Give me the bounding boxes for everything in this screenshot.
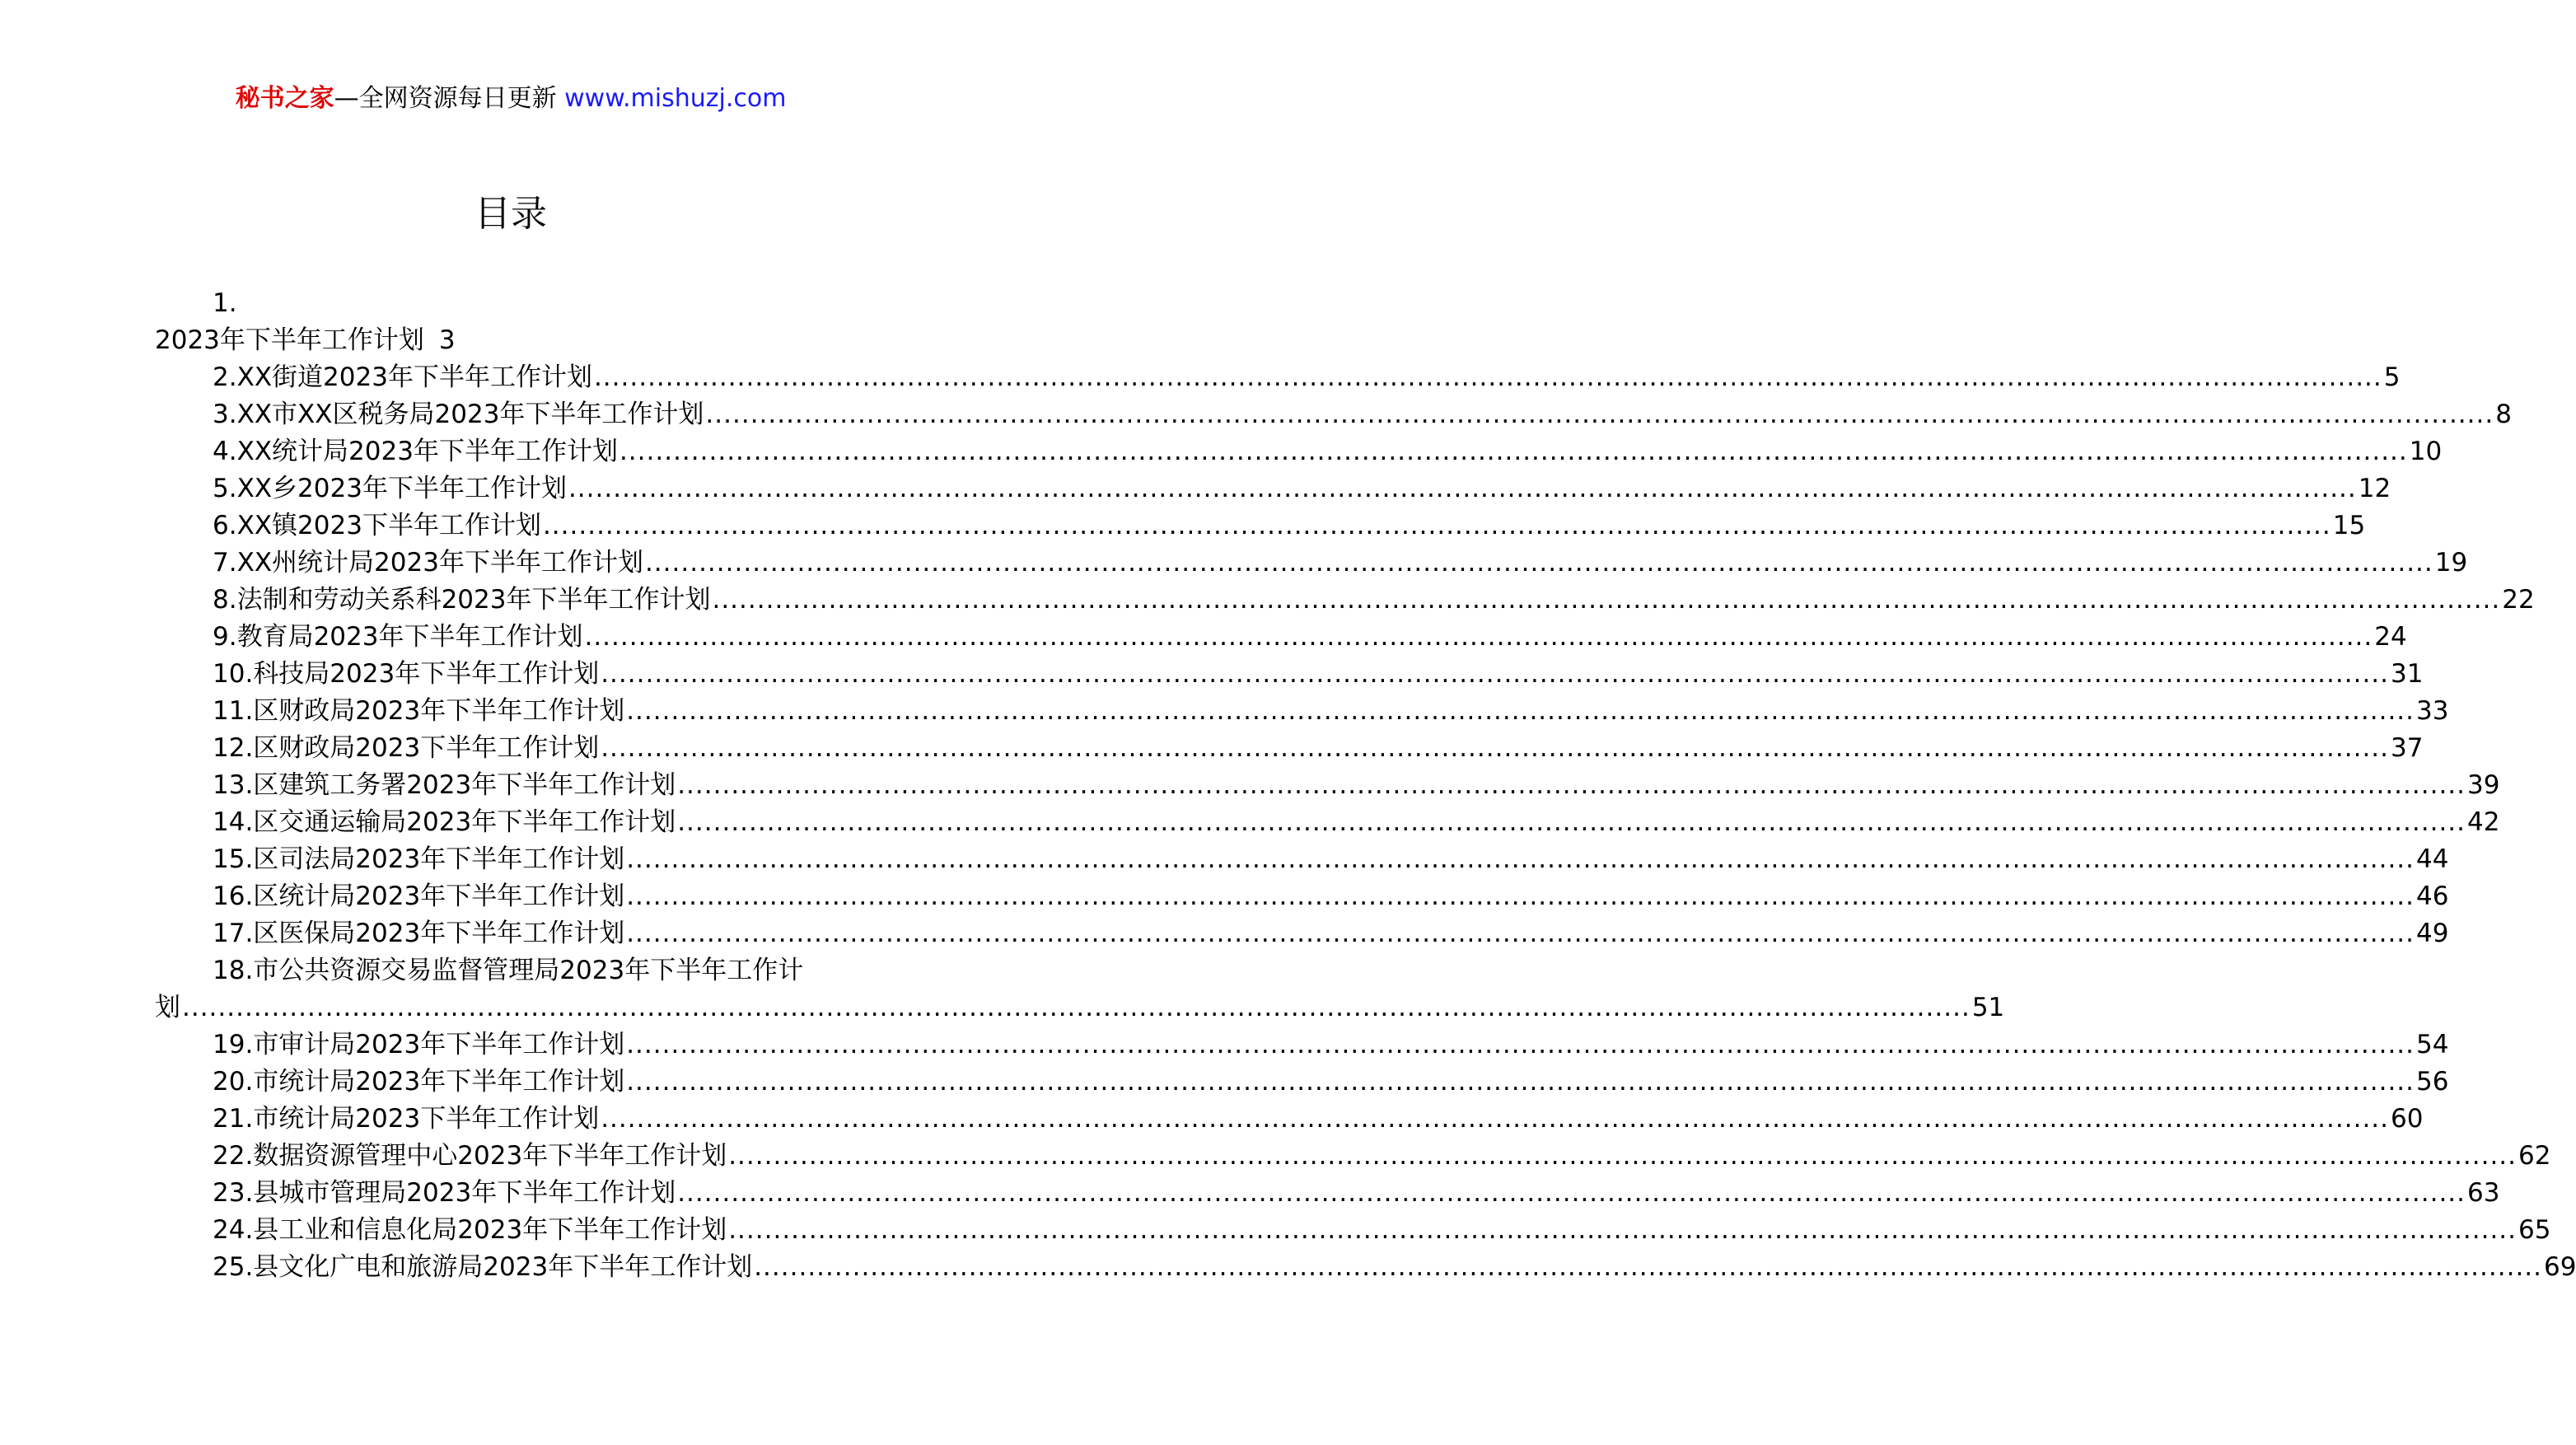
- toc-item[interactable]: [213, 433, 2443, 470]
- toc-item[interactable]: [213, 582, 2535, 619]
- toc-item-page: 42: [2467, 807, 2500, 837]
- toc-item[interactable]: [213, 878, 2449, 915]
- toc-item[interactable]: [213, 656, 2424, 693]
- toc-leader-dots: ........................................................................................................................................................................................................: [728, 1215, 2518, 1245]
- toc-leader-dots: ........................................................................................................................................................................................................: [601, 659, 2390, 689]
- toc-item-page: 54: [2416, 1030, 2449, 1059]
- toc-item-label: 6.XX镇2023下半年工作计划: [213, 511, 541, 540]
- toc-leader-dots: ........................................................................................................................................................................................................: [542, 511, 2331, 540]
- toc-leader-dots: ........................................................................................................................................................................................................: [626, 1067, 2415, 1097]
- toc-leader-dots: ........................................................................................................................................................................................................: [677, 770, 2466, 800]
- toc-item[interactable]: [213, 396, 2512, 433]
- toc-item-18-line1[interactable]: [213, 952, 863, 989]
- toc-leader-dots: ........................................................................................................................................................................................................: [626, 919, 2415, 948]
- toc-item[interactable]: [213, 804, 2500, 841]
- toc-item-label: 7.XX州统计局2023年下半年工作计划: [213, 548, 643, 578]
- toc-item[interactable]: [213, 1212, 2551, 1249]
- toc-item-page: 31: [2391, 659, 2424, 689]
- brand-name: 秘书之家: [235, 84, 334, 113]
- toc-leader-dots: ........................................................................................................................................................................................................: [626, 881, 2415, 911]
- toc-item-page: 15: [2332, 511, 2366, 540]
- toc-leader-dots: ........................................................................................................................................................................................................: [626, 696, 2415, 726]
- toc-item-page: 60: [2391, 1104, 2424, 1134]
- toc-leader-dots: ........................................................................................................................................................................................................: [593, 362, 2382, 392]
- toc-leader-dots: ........................................................................................................................................................................................................: [601, 1104, 2390, 1134]
- toc-leader-dots: ........................................................................................................................................................................................................: [644, 548, 2433, 578]
- table-of-contents: [0, 285, 2576, 1286]
- toc-leader-dots: ........................................................................................................................................................................................................: [626, 1030, 2415, 1059]
- toc-list-a: [0, 359, 2535, 952]
- toc-item-page: 19: [2434, 548, 2468, 578]
- toc-item-label: 19.市审计局2023年下半年工作计划: [213, 1030, 625, 1059]
- toc-leader-dots: ........................................................................................................................................................................................................: [728, 1141, 2518, 1171]
- toc-leader-dots: ........................................................................................................................................................................................................: [677, 1178, 2466, 1208]
- toc-item-label: 划: [155, 993, 180, 1022]
- toc-item[interactable]: [213, 1101, 2424, 1138]
- toc-item-page: 56: [2416, 1067, 2449, 1097]
- toc-leader-dots: ........................................................................................................................................................................................................: [754, 1252, 2543, 1282]
- toc-leader-dots: ........................................................................................................................................................................................................: [601, 733, 2390, 763]
- toc-item-label: 21.市统计局2023下半年工作计划: [213, 1104, 600, 1134]
- toc-item-page: 44: [2416, 844, 2449, 874]
- toc-item-label: 17.区医保局2023年下半年工作计划: [213, 919, 625, 948]
- toc-item-label: 13.区建筑工务署2023年下半年工作计划: [213, 770, 676, 800]
- toc-item-label: 5.XX乡2023年下半年工作计划: [213, 474, 567, 503]
- toc-item-label: 20.市统计局2023年下半年工作计划: [213, 1067, 625, 1097]
- toc-leader-dots: ........................................................................................................................................................................................................: [182, 993, 1971, 1022]
- toc-leader-dots: ........................................................................................................................................................................................................: [568, 474, 2357, 503]
- toc-leader-dots: ........................................................................................................................................................................................................: [619, 437, 2408, 466]
- toc-item-label: 25.县文化广电和旅游局2023年下半年工作计划: [213, 1252, 753, 1282]
- toc-item-page: 24: [2374, 622, 2407, 652]
- toc-item-label: 4.XX统计局2023年下半年工作计划: [213, 437, 618, 466]
- toc-item-page: 39: [2467, 770, 2500, 800]
- toc-leader-dots: ........................................................................................................................................................................................................: [705, 400, 2494, 429]
- toc-leader-dots: ........................................................................................................................................................................................................: [584, 622, 2373, 652]
- toc-item-page: 8: [2495, 400, 2512, 429]
- toc-item-page: 69: [2544, 1252, 2576, 1282]
- toc-item-label: 9.教育局2023年下半年工作计划: [213, 622, 583, 652]
- toc-item-label: 8.法制和劳动关系科2023年下半年工作计划: [213, 585, 711, 615]
- toc-item-page: 10: [2409, 437, 2443, 466]
- toc-item-label: 2023年下半年工作计划: [155, 325, 424, 355]
- toc-item[interactable]: [213, 693, 2449, 730]
- toc-item[interactable]: [213, 1175, 2500, 1212]
- toc-item-page: 51: [1971, 993, 2005, 1022]
- toc-item[interactable]: [213, 767, 2500, 804]
- toc-item-label: 10.科技局2023年下半年工作计划: [213, 659, 600, 689]
- toc-item-label: 16.区统计局2023年下半年工作计划: [213, 881, 625, 911]
- toc-item-label: 24.县工业和信息化局2023年下半年工作计划: [213, 1215, 727, 1245]
- toc-item[interactable]: [213, 1138, 2551, 1175]
- toc-item-label: 22.数据资源管理中心2023年下半年工作计划: [213, 1141, 727, 1171]
- toc-item-page: 22: [2502, 585, 2535, 615]
- toc-leader-dots: ........................................................................................................................................................................................................: [677, 807, 2466, 837]
- toc-item[interactable]: [213, 619, 2407, 656]
- toc-item-page: 5: [2383, 362, 2401, 392]
- site-header: [0, 82, 1022, 115]
- toc-item-page: 33: [2416, 696, 2449, 726]
- toc-item-page: 49: [2416, 919, 2449, 948]
- site-url-link[interactable]: www.mishuzj.com: [564, 84, 787, 113]
- toc-item-1-number[interactable]: 1.: [213, 288, 237, 318]
- toc-item-label: 23.县城市管理局2023年下半年工作计划: [213, 1178, 676, 1208]
- toc-item-label: 2.XX街道2023年下半年工作计划: [213, 362, 592, 392]
- toc-item[interactable]: [213, 470, 2391, 507]
- toc-item[interactable]: [213, 1064, 2449, 1101]
- toc-item[interactable]: [213, 841, 2449, 878]
- toc-item-18-line2[interactable]: [155, 989, 2005, 1026]
- toc-item-page: 3: [438, 325, 456, 355]
- page-title: 目录: [475, 193, 547, 235]
- toc-item[interactable]: [213, 507, 2366, 545]
- toc-item-label: 14.区交通运输局2023年下半年工作计划: [213, 807, 676, 837]
- toc-item[interactable]: [213, 359, 2401, 396]
- toc-item-label: 11.区财政局2023年下半年工作计划: [213, 696, 625, 726]
- toc-item-page: 62: [2518, 1141, 2551, 1171]
- header-tagline: —全网资源每日更新: [334, 84, 565, 113]
- toc-item[interactable]: [213, 1249, 2576, 1286]
- toc-item-1-text[interactable]: [155, 322, 863, 359]
- toc-item-label: 15.区司法局2023年下半年工作计划: [213, 844, 625, 874]
- toc-item[interactable]: [213, 545, 2468, 582]
- toc-item-page: 37: [2391, 733, 2424, 763]
- toc-item-label: 18.市公共资源交易监督管理局2023年下半年工作计: [213, 956, 804, 985]
- toc-leader-dots: ........................................................................................................................................................................................................: [626, 844, 2415, 874]
- toc-item-label: 12.区财政局2023下半年工作计划: [213, 733, 600, 763]
- toc-item-page: 12: [2358, 474, 2391, 503]
- toc-item-label: 3.XX市XX区税务局2023年下半年工作计划: [213, 400, 704, 429]
- toc-leader-dots: ........................................................................................................................................................................................................: [712, 585, 2501, 615]
- toc-item-page: 65: [2518, 1215, 2551, 1245]
- toc-item[interactable]: [213, 730, 2424, 767]
- toc-item[interactable]: [213, 1026, 2449, 1064]
- toc-item[interactable]: [213, 915, 2449, 952]
- toc-list-b: [0, 1026, 2576, 1286]
- toc-item-page: 46: [2416, 881, 2449, 911]
- toc-item-page: 63: [2467, 1178, 2500, 1208]
